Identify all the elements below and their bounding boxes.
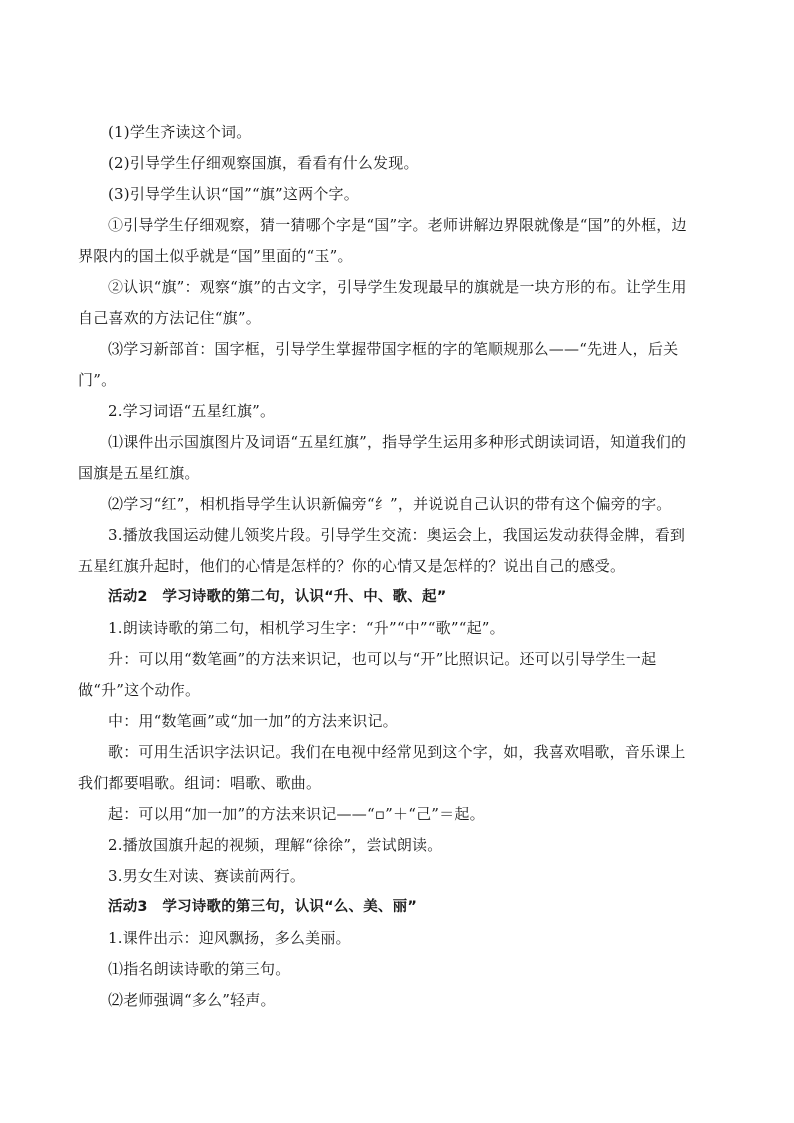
paragraph-10: 3.播放我国运动健儿领奖片段。引导学生交流：奥运会上，我国运发动获得金牌，看到五星红旗升起时，他们的心情是怎样的？你的心情又是怎样的？说出自己的感受。	[78, 526, 686, 575]
paragraph-12: 1.朗读诗歌的第二句，相机学习生字：“升”“中”“歌”“起”。	[108, 619, 505, 637]
activity-2-heading: 活动2 学习诗歌的第二句，认识“升、中、歌、起”	[108, 589, 447, 605]
paragraph-20: 1.课件出示：迎风飘扬，多么美丽。	[108, 929, 351, 947]
paragraph-4: ①引导学生仔细观察，猜一猜哪个字是“国”字。老师讲解边界限就像是“国”的外框，边界限内的国土似乎就是“国”里面的“玉”。	[78, 216, 687, 265]
paragraph-21: ⑴指名朗读诗歌的第三句。	[108, 960, 291, 978]
paragraph-17: 2.播放国旗升起的视频，理解“徐徐”，尝试朗读。	[108, 836, 443, 854]
paragraph-8: ⑴课件出示国旗图片及词语“五星红旗”，指导学生运用多种形式朗读词语，知道我们的国旗是五星红旗。	[78, 433, 687, 482]
document-body	[78, 117, 688, 1016]
paragraph-18: 3.男女生对读、赛读前两行。	[108, 867, 306, 885]
paragraph-16: 起：可以用“加一加”的方法来识记——“▫”＋“己”＝起。	[108, 805, 485, 823]
paragraph-14: 中：用“数笔画”或“加一加”的方法来识记。	[108, 712, 398, 730]
paragraph-2: (2)引导学生仔细观察国旗，看看有什么发现。	[108, 154, 419, 172]
paragraph-1: (1)学生齐读这个词。	[108, 123, 252, 141]
activity-3-heading: 活动3 学习诗歌的第三句，认识“么、美、丽”	[108, 899, 418, 915]
paragraph-22: ⑵老师强调“多么”轻声。	[108, 991, 276, 1009]
paragraph-7: 2.学习词语“五星红旗”。	[108, 402, 276, 420]
paragraph-5: ②认识“旗”：观察“旗”的古文字，引导学生发现最早的旗就是一块方形的布。让学生用自己喜欢的方法记住“旗”。	[78, 278, 687, 327]
paragraph-13: 升：可以用“数笔画”的方法来识记，也可以与“开”比照识记。还可以引导学生一起做“升”这个动作。	[78, 650, 657, 699]
paragraph-6: ⑶学习新部首：国字框，引导学生掌握带国字框的字的笔顺规那么——“先进人，后关门”。	[78, 340, 679, 389]
paragraph-15: 歌：可用生活识字法识记。我们在电视中经常见到这个字，如，我喜欢唱歌，音乐课上我们都要唱歌。组词：唱歌、歌曲。	[78, 743, 686, 792]
paragraph-3: (3)引导学生认识“国”“旗”这两个字。	[108, 185, 359, 203]
paragraph-9: ⑵学习“红”，相机指导学生认识新偏旁“纟”，并说说自己认识的带有这个偏旁的字。	[108, 495, 672, 513]
